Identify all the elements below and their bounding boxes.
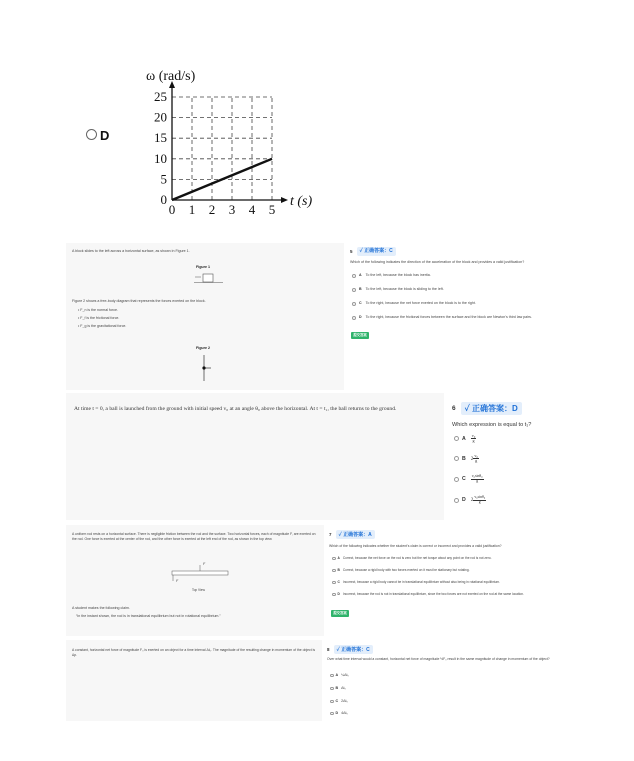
q7-force-label-bottom: F [176, 579, 179, 583]
q6-option-a[interactable]: A $\frac{\text{v₀}}{g}$ [454, 434, 476, 443]
figure-2-free-body-diagram [194, 351, 214, 385]
y-axis-label: ω (rad/s) [146, 69, 196, 84]
q7-radio-d[interactable] [332, 593, 336, 597]
y-tick-label: 25 [154, 89, 167, 104]
q5-radio-d[interactable] [352, 316, 356, 320]
x-tick-label: 4 [248, 202, 256, 217]
q5-number: 5 [350, 249, 353, 254]
q7-option-b[interactable]: B Correct, because a rigid body with two forces exerted on it must be stationary but rotating. [332, 568, 470, 573]
bullet-normal-force: • F_n is the normal force. [78, 308, 119, 312]
q7-top-view-label: Top View [192, 588, 205, 592]
y-tick-label: 0 [160, 192, 167, 207]
figure-1-block-diagram [193, 272, 225, 286]
option-d-radio[interactable] [86, 129, 97, 140]
q5-submit-button[interactable]: 提交答案 [351, 332, 369, 339]
x-tick-label: 1 [188, 202, 196, 217]
y-tick-label: 15 [154, 130, 167, 146]
option-d-letter: D [100, 128, 110, 143]
question-7-left-panel [66, 525, 324, 636]
q7-claim: “In the instant shown, the rod is in translational equilibrium but not in rotational equilibrium.” [76, 614, 221, 618]
q8-radio-d[interactable] [330, 712, 334, 716]
q7-option-d[interactable]: D Incorrect, because the rod is not in translational equilibrium, since the two forces are not exerted on the rod at the same location. [332, 592, 524, 597]
q6-option-d[interactable]: D 2 $\frac{\text{v₀sinθ₀}}{g}$ [454, 496, 486, 505]
q6-correct-answer: ✓ 正确答案：D [461, 402, 522, 415]
q6-a-fraction: $\frac{\text{v₀}}{g}$ [471, 433, 476, 444]
x-axis-label: t (s) [290, 194, 313, 209]
x-tick-label: 2 [208, 202, 216, 217]
q5-intro: A block slides to the left across a horizontal surface, as shown in Figure 1. [72, 249, 190, 253]
q6-number: 6 [452, 405, 456, 412]
q7-radio-b[interactable] [332, 569, 336, 573]
q7-question: Which of the following indicates whether the student’s claim is correct or incorrect and provides a valid justification? [329, 544, 502, 548]
x-axis-arrow [281, 197, 288, 203]
q5-radio-a[interactable] [352, 274, 356, 278]
q6-radio-b[interactable] [454, 456, 459, 461]
q7-header [329, 530, 375, 539]
q7-force-label-top: F [203, 562, 206, 566]
q7-radio-c[interactable] [332, 581, 336, 585]
figure-2-label: Figure 2 [196, 346, 210, 350]
q5-option-a[interactable]: A To the left, because the block has inertia. [352, 273, 431, 278]
q5-question: Which of the following indicates the direction of the acceleration of the block and provides a valid justification? [350, 260, 525, 264]
q7-option-a[interactable]: A Correct, because the net force on the rod is zero but the net torque about any point on the rod is not zero. [332, 556, 491, 561]
force-bullet-list [78, 308, 126, 330]
q6-option-c[interactable]: C $\frac{\text{v₀sinθ₀}}{g}$ [454, 475, 484, 484]
x-tick-label: 5 [268, 202, 276, 217]
q8-question: Over what time interval would a constant, horizontal net force of magnitude ½F₀ result in the same magnitude of change in momentum of the object? [327, 657, 550, 661]
y-tick-label: 5 [160, 171, 167, 187]
question-6-left-panel [66, 393, 444, 520]
question-5-right-panel [344, 243, 566, 390]
q5-radio-c[interactable] [352, 302, 356, 306]
q6-option-b[interactable]: B 2 $\frac{\text{v₀}}{g}$ [454, 454, 479, 463]
x-tick-label: 3 [228, 202, 236, 217]
q6-question: Which expression is equal to t₁? [452, 422, 532, 428]
question-6-right-panel [446, 393, 586, 520]
q7-option-c[interactable]: C Incorrect, because a rigid body cannot be in translational equilibrium without also being in rotational equilibrium. [332, 580, 500, 585]
q5-option-b[interactable]: B To the left, because the block is sliding to the left. [352, 287, 444, 292]
question-5-left-panel [66, 243, 344, 390]
q5-option-c[interactable]: C To the right, because the net force exerted on the block is to the right. [352, 301, 476, 306]
y-tick-label: 20 [154, 109, 167, 125]
q6-radio-c[interactable] [454, 477, 459, 482]
q6-header [452, 402, 522, 415]
q5-header [350, 247, 396, 256]
q8-header [327, 645, 373, 654]
figure-1-label: Figure 1 [196, 265, 210, 269]
q7-radio-a[interactable] [332, 557, 336, 561]
q7-submit-button[interactable]: 提交答案 [331, 610, 349, 617]
q6-stem: At time t = 0, a ball is launched from the ground with initial speed v₀ at an angle θ₀ above the horizontal. At t = t₁, the ball returns to the ground. [74, 406, 397, 412]
q8-option-d[interactable]: D 4Δt₀ [330, 711, 348, 716]
q5-correct-answer: ✓ 正确答案：C [357, 247, 396, 256]
bullet-gravitational-force: • F_g is the gravitational force. [78, 324, 127, 329]
q8-correct-answer: ✓ 正确答案：C [334, 645, 373, 654]
q5-radio-b[interactable] [352, 288, 356, 292]
question-8-right-panel [324, 640, 572, 721]
question-8-left-panel [66, 640, 322, 721]
x-tick-label: 0 [168, 202, 176, 217]
q6-c-fraction: $\frac{\text{v₀sinθ₀}}{g}$ [471, 474, 483, 483]
q8-option-a[interactable]: A ¼Δt₀ [330, 673, 349, 678]
q8-option-c[interactable]: C 2Δt₀ [330, 699, 348, 704]
q6-b-fraction: $\frac{\text{v₀}}{g}$ [474, 453, 478, 464]
q5-text2: Figure 2 shows a free-body diagram that represents the forces exerted on the block. [72, 299, 206, 303]
q8-stem: A constant, horizontal net force of magnitude F₀ is exerted on an object for a time interval Δt₀. The magnitude of the resulting change in momentum of the object is Δp. [72, 648, 316, 657]
q6-radio-a[interactable] [454, 436, 459, 441]
q7-number: 7 [329, 532, 332, 537]
q6-d-fraction: $\frac{\text{v₀sinθ₀}}{g}$ [474, 495, 486, 504]
q5-option-d[interactable]: D To the right, because the frictional forces between the surface and the block are Newton’s third law pairs. [352, 315, 532, 320]
q8-radio-b[interactable] [330, 687, 334, 691]
q6-radio-d[interactable] [454, 498, 459, 503]
q8-radio-c[interactable] [330, 700, 334, 704]
bullet-frictional-force: • F_f is the frictional force. [78, 316, 120, 321]
q8-number: 8 [327, 647, 330, 652]
question-7-right-panel [326, 525, 568, 636]
q8-option-b[interactable]: B Δt₀ [330, 686, 346, 691]
q7-claim-intro: A student makes the following claim. [72, 606, 130, 610]
q8-radio-a[interactable] [330, 674, 334, 678]
omega-time-graph [140, 66, 320, 226]
q7-stem: A uniform rod rests on a horizontal surface. There is negligible friction between the rod and the surface. Two horizontal forces, each of magnitude F, are exerted on the rod. One force is exerted at the center of the rod, and the other force is exerted at the left end of the rod, as shown in the top view. [72, 532, 316, 541]
y-tick-label: 10 [154, 150, 167, 166]
q7-correct-answer: ✓ 正确答案：A [336, 530, 375, 539]
